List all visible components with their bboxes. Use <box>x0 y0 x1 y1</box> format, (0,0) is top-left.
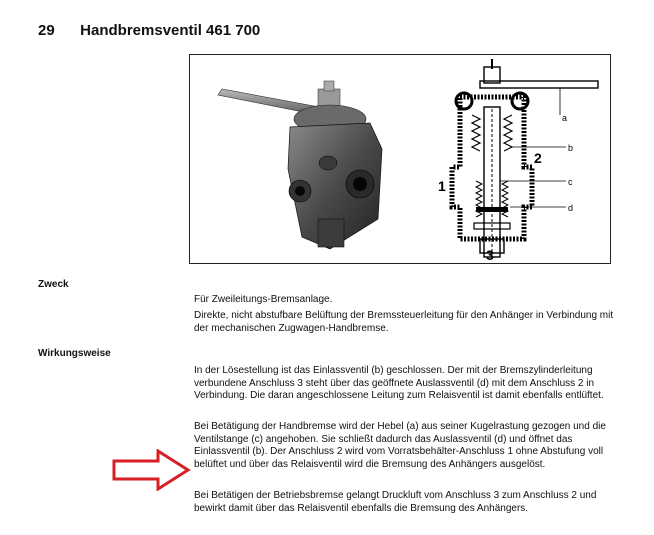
wirkungsweise-paragraph-2: Bei Betätigung der Handbremse wird der Hebel (a) aus seiner Kugelrastung gezogen und die Ventilstange (c) angehoben. Sie schließt dadurch das Auslassventil (d) und öffnet das Einlassventil (b). Der Anschluss 2 wird vom Vorratsbehälter-Anschluss 1 ohne Abstufung voll belüftet und über das Relaisventil wird die Bremsung des Anhängers ausgelöst. <box>194 421 606 470</box>
zweck-paragraph-1: Für Zweileitungs-Bremsanlage. <box>194 294 333 305</box>
port-2-label: 2 <box>534 150 542 166</box>
figure-frame <box>189 54 611 264</box>
red-arrow-icon <box>112 449 192 491</box>
wirkungsweise-paragraph-3: Bei Betätigen der Betriebsbremse gelangt Druckluft vom Anschluss 3 zum Anschluss 2 und bewirkt damit über das Relaisventil ebenfalls die Bremsung des Anhängers. <box>194 490 597 514</box>
zweck-label: Zweck <box>38 279 69 290</box>
callout-b: b <box>568 143 574 153</box>
wirkungsweise-label: Wirkungsweise <box>38 348 111 359</box>
valve-section-drawing <box>420 57 610 262</box>
callout-d: d <box>568 203 574 213</box>
zweck-paragraph-2: Direkte, nicht abstufbare Belüftung der Bremssteuerleitung für den Anhänger in Verbindung mit der mechanischen Zugwagen-Handbremse. <box>194 310 614 334</box>
page-header <box>38 22 260 39</box>
valve-photo <box>210 59 410 259</box>
section-number: 29 <box>38 22 55 39</box>
port-1-label: 1 <box>438 178 446 194</box>
callout-a: a <box>562 113 568 123</box>
wirkungsweise-paragraph-1: In der Lösestellung ist das Einlassventil (b) geschlossen. Der mit der Bremszylinderleitung verbundene Anschluss 3 steht über das geöffnete Auslassventil (d) mit dem Anschluss 2 in Verbindung. Die daran angeschlossene Leitung zum Relaisventil ist damit ebenfalls entlüftet. <box>194 365 604 402</box>
port-3-label: 3 <box>486 247 494 262</box>
callout-c: c <box>568 177 573 187</box>
page-title: Handbremsventil 461 700 <box>80 22 261 39</box>
